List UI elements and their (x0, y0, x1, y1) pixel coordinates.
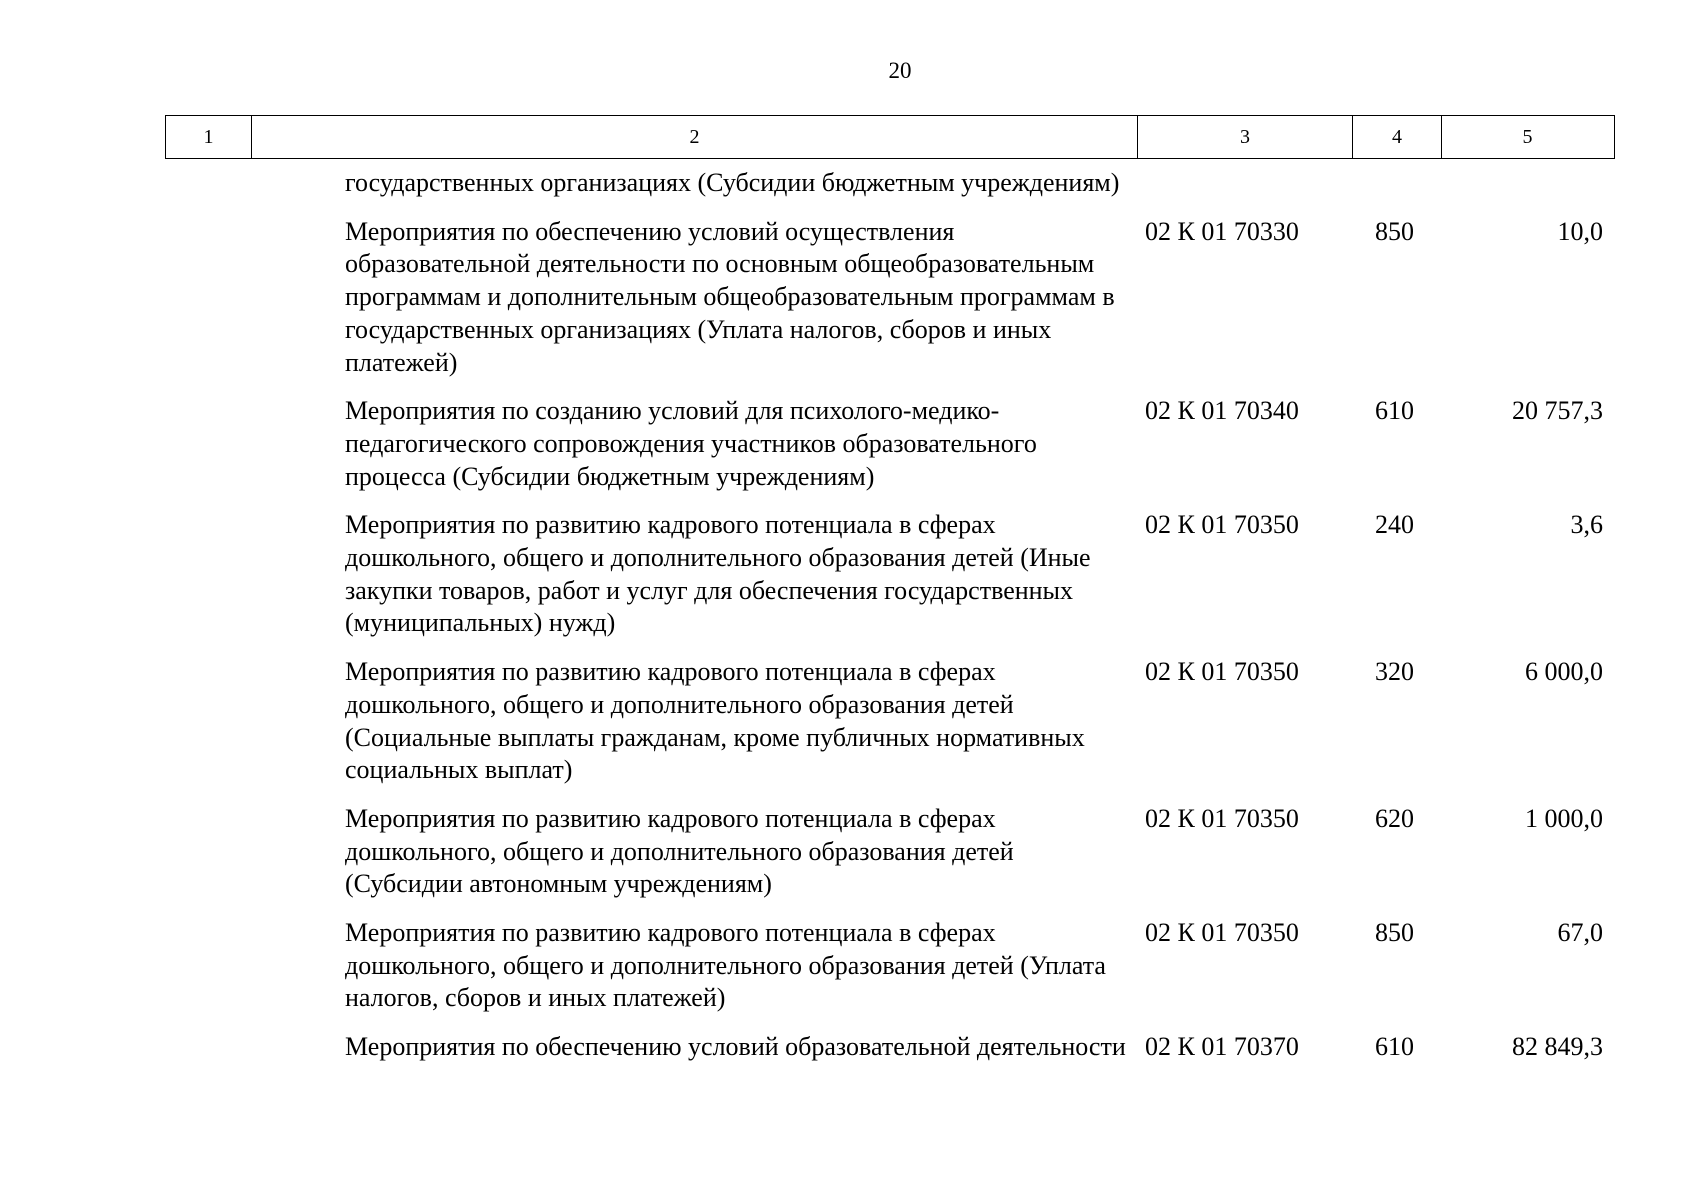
row-expense-type: 240 (1375, 510, 1414, 540)
table-header (165, 115, 1615, 159)
row-code (1137, 167, 1352, 200)
row-number-cell (165, 917, 251, 1015)
row-expense-type: 850 (1375, 216, 1414, 246)
table-row (165, 1031, 1615, 1064)
table-row (165, 917, 1615, 1015)
row-description: Мероприятия по созданию условий для психолого-медико- педагогического сопровождения участников образовательного процесса (Субсидии бюджетным учреждениям) (345, 396, 1037, 491)
row-expense-type: 320 (1375, 657, 1414, 687)
row-description: Мероприятия по обеспечению условий осуществления образовательной деятельности по основным общеобразовательным программам и дополнительным общеобразовательным программам в государственных организациях (Уплата налогов, сборов и иных платежей) (345, 216, 1115, 377)
header-col-1: 1 (166, 116, 252, 158)
row-expense-type: 610 (1375, 1032, 1414, 1062)
row-number-cell (165, 803, 251, 901)
row-code: 02 К 01 70370 (1145, 1032, 1299, 1062)
row-description: Мероприятия по обеспечению условий образовательной деятельности (345, 1032, 1126, 1062)
row-description: государственных организациях (Субсидии бюджетным учреждениям) (345, 168, 1120, 197)
row-sum: 6 000,0 (1525, 657, 1603, 687)
header-col-5: 5 (1522, 125, 1533, 148)
row-sum: 67,0 (1557, 918, 1603, 948)
row-sum: 1 000,0 (1525, 803, 1603, 833)
row-expense-type: 850 (1375, 918, 1414, 948)
table-row (165, 167, 1615, 200)
row-number-cell (165, 509, 251, 640)
row-sum: 3,6 (1570, 510, 1603, 540)
row-description: Мероприятия по развитию кадрового потенциала в сферах дошкольного, общего и дополнительного образования детей (Субсидии автономным учреждениям) (345, 803, 1014, 899)
row-number-cell (165, 216, 251, 380)
row-expense-type: 620 (1375, 803, 1414, 833)
row-number-cell (165, 1031, 251, 1064)
page-number: 20 (888, 58, 912, 83)
row-code: 02 К 01 70330 (1145, 216, 1299, 246)
row-code: 02 К 01 70350 (1145, 657, 1299, 687)
row-sum (1441, 167, 1612, 200)
table-row (165, 216, 1615, 380)
table-row (165, 509, 1615, 640)
row-number-cell (165, 395, 251, 493)
header-col-3: 3 (1138, 116, 1353, 158)
table-row (165, 803, 1615, 901)
header-col-4: 4 (1353, 116, 1442, 158)
row-description: Мероприятия по развитию кадрового потенциала в сферах дошкольного, общего и дополнительного образования детей (Уплата налогов, сборов и иных платежей) (345, 918, 1106, 1013)
row-sum: 20 757,3 (1512, 396, 1603, 426)
row-code: 02 К 01 70340 (1145, 396, 1299, 426)
row-number-cell (165, 167, 251, 200)
row-sum: 10,0 (1557, 216, 1603, 246)
row-code: 02 К 01 70350 (1145, 803, 1299, 833)
row-code: 02 К 01 70350 (1145, 918, 1299, 948)
row-number-cell (165, 656, 251, 787)
header-col-2: 2 (252, 116, 1138, 158)
table-row (165, 395, 1615, 493)
row-expense-type: 610 (1375, 396, 1414, 426)
row-expense-type (1352, 167, 1441, 200)
row-code: 02 К 01 70350 (1145, 510, 1299, 540)
row-description: Мероприятия по развитию кадрового потенциала в сферах дошкольного, общего и дополнительного образования детей (Иные закупки товаров, работ и услуг для обеспечения государственных (муниципальных) нужд) (345, 510, 1091, 638)
table-row (165, 656, 1615, 787)
row-sum: 82 849,3 (1512, 1032, 1603, 1062)
row-description: Мероприятия по развитию кадрового потенциала в сферах дошкольного, общего и дополнительного образования детей (Социальные выплаты гражданам, кроме публичных нормативных социальных выплат) (345, 657, 1085, 785)
table-body (165, 167, 1615, 1080)
